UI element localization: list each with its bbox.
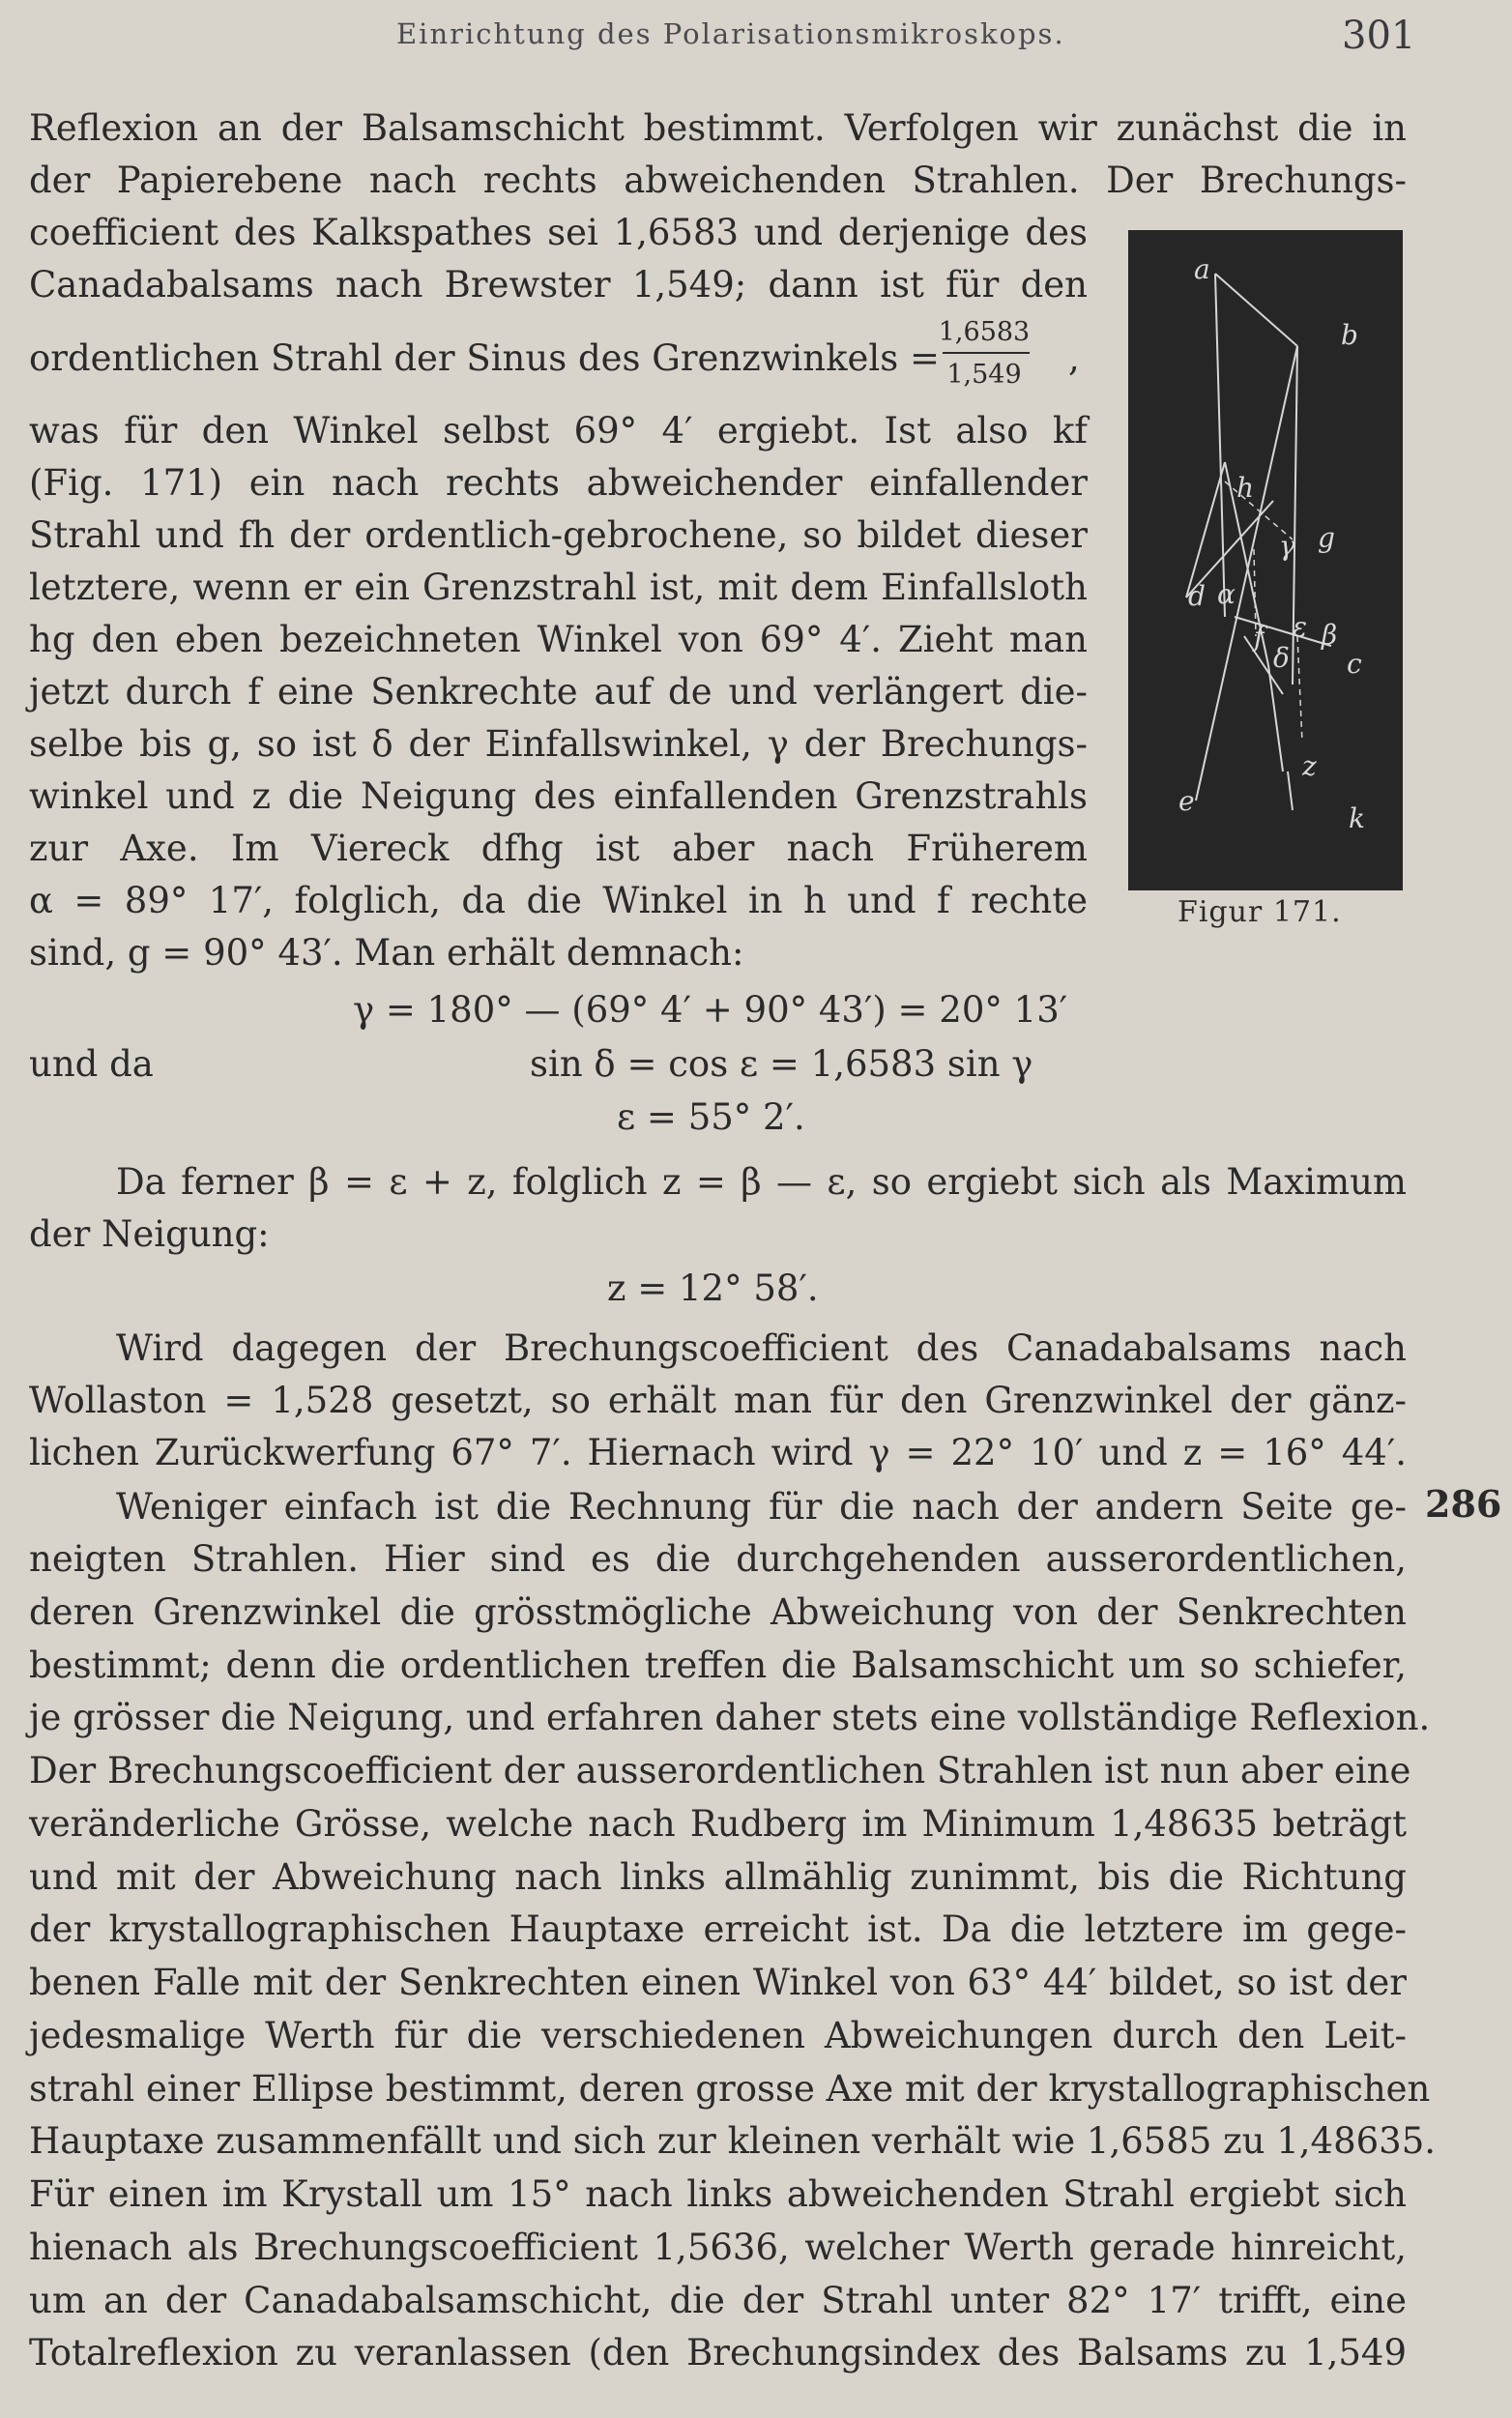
text-line: Strahl und fh der ordentlich-gebrochene, so bildet dieser — [29, 514, 1088, 556]
fraction-comma: , — [1068, 337, 1080, 379]
text-line: um an der Canadabalsamschicht, die der Strahl unter 82° 17′ trifft, eine — [29, 2280, 1407, 2321]
figure-label: b — [1341, 319, 1358, 351]
figure-label: δ — [1273, 642, 1290, 674]
figure-label: e — [1178, 785, 1195, 817]
text-line: (Fig. 171) ein nach rechts abweichender einfallender — [29, 462, 1088, 504]
text-line: Reflexion an der Balsamschicht bestimmt. Verfolgen wir zunächst die in — [29, 107, 1407, 149]
figure-caption: Figur 171. — [1178, 895, 1342, 929]
equation: sin δ = cos ε = 1,6583 sin γ — [530, 1043, 1033, 1085]
margin-section-number: 286 — [1425, 1482, 1502, 1526]
running-header — [0, 12, 1512, 60]
figure-label: α — [1217, 578, 1236, 610]
text-line: hienach als Brechungscoefficient 1,5636, welcher Werth gerade hinreicht, — [29, 2227, 1407, 2268]
text-line: hg den eben bezeichneten Winkel von 69° 4′. Zieht man — [29, 619, 1088, 660]
fraction-bar — [943, 352, 1030, 354]
text-line: jedesmalige Werth für die verschiedenen Abweichungen durch den Leit- — [29, 2015, 1407, 2056]
text-line: lichen Zurückwerfung 67° 7′. Hiernach wird γ = 22° 10′ und z = 16° 44′. — [29, 1432, 1407, 1473]
figure-label: a — [1194, 253, 1210, 285]
text-line: der Papierebene nach rechts abweichenden Strahlen. Der Brechungs- — [29, 160, 1407, 201]
text-line: selbe bis g, so ist δ der Einfallswinkel, γ der Brechungs- — [29, 723, 1088, 765]
text-line: Wollaston = 1,528 gesetzt, so erhält man für den Grenzwinkel der gänz- — [29, 1380, 1407, 1421]
text-line: Wird dagegen der Brechungscoefficient des Canadabalsams nach — [116, 1327, 1407, 1369]
equation: z = 12° 58′. — [607, 1267, 819, 1309]
figure-label: ε — [1293, 611, 1308, 643]
text-line: Hauptaxe zusammenfällt und sich zur kleinen verhält wie 1,6585 zu 1,48635. — [29, 2120, 1436, 2162]
text-line: und da — [29, 1043, 154, 1085]
text-line: neigten Strahlen. Hier sind es die durchgehenden ausserordentlichen, — [29, 1538, 1407, 1580]
text-line: benen Falle mit der Senkrechten einen Winkel von 63° 44′ bildet, so ist der — [29, 1962, 1407, 2003]
text-line: bestimmt; denn die ordentlichen treffen die Balsamschicht um so schiefer, — [29, 1645, 1407, 1686]
text-line: der Neigung: — [29, 1213, 270, 1255]
text-line: winkel und z die Neigung des einfallenden Grenzstrahls — [29, 775, 1088, 817]
figure-label: γ — [1279, 530, 1295, 562]
figure-label: c — [1347, 648, 1362, 680]
text-line: deren Grenzwinkel die grösstmögliche Abweichung von der Senkrechten — [29, 1591, 1407, 1633]
figure-label: f — [1254, 621, 1265, 653]
fraction-denominator: 1,549 — [946, 360, 1022, 390]
text-line: α = 89° 17′, folglich, da die Winkel in h und f rechte — [29, 880, 1088, 921]
text-line: jetzt durch f eine Senkrechte auf de und verlängert die- — [29, 671, 1088, 713]
equation: ε = 55° 2′. — [617, 1096, 805, 1138]
text-line: veränderliche Grösse, welche nach Rudberg im Minimum 1,48635 beträgt — [29, 1803, 1407, 1845]
text-line: Weniger einfach ist die Rechnung für die nach der andern Seite ge- — [116, 1486, 1407, 1528]
text-line: Für einen im Krystall um 15° nach links abweichenden Strahl ergiebt sich — [29, 2173, 1407, 2215]
text-line: Der Brechungscoefficient der ausserordentlichen Strahlen ist nun aber eine — [29, 1750, 1411, 1792]
text-line: Canadabalsams nach Brewster 1,549; dann ist für den — [29, 264, 1088, 306]
figure-label: z — [1302, 750, 1317, 782]
text-line: der krystallographischen Hauptaxe erreicht ist. Da die letztere im gege- — [29, 1908, 1407, 1950]
text-line: zur Axe. Im Viereck dfhg ist aber nach Früherem — [29, 828, 1088, 869]
text-line: je grösser die Neigung, und erfahren daher stets eine vollständige Reflexion. — [29, 1697, 1431, 1738]
page-number: 301 — [1342, 14, 1416, 58]
text-line: ordentlichen Strahl der Sinus des Grenzwinkels = — [29, 337, 940, 379]
text-line: und mit der Abweichung nach links allmählig zunimmt, bis die Richtung — [29, 1856, 1407, 1898]
figure-labels — [1128, 230, 1403, 890]
figure-label: h — [1236, 472, 1255, 504]
text-line: sind, g = 90° 43′. Man erhält demnach: — [29, 932, 744, 974]
figure-label: g — [1318, 522, 1335, 554]
figure-label: k — [1349, 802, 1365, 834]
text-line: Da ferner β = ε + z, folglich z = β — ε, so ergiebt sich als Maximum — [116, 1161, 1407, 1203]
figure-label: d — [1188, 580, 1206, 612]
text-line: coefficient des Kalkspathes sei 1,6583 und derjenige des — [29, 212, 1088, 253]
text-line: letztere, wenn er ein Grenzstrahl ist, mit dem Einfallsloth — [29, 567, 1088, 608]
text-line: was für den Winkel selbst 69° 4′ ergiebt. Ist also kf — [29, 410, 1088, 452]
running-title: Einrichtung des Polarisationsmikroskops. — [396, 17, 1065, 50]
figure-label: β — [1322, 619, 1338, 651]
text-line: strahl einer Ellipse bestimmt, deren grosse Axe mit der krystallographischen — [29, 2068, 1431, 2110]
figure-171 — [1128, 230, 1403, 890]
equation: γ = 180° — (69° 4′ + 90° 43′) = 20° 13′ — [353, 989, 1068, 1031]
text-line: Totalreflexion zu veranlassen (den Brechungsindex des Balsams zu 1,549 — [29, 2332, 1407, 2374]
fraction-numerator: 1,6583 — [938, 317, 1031, 347]
